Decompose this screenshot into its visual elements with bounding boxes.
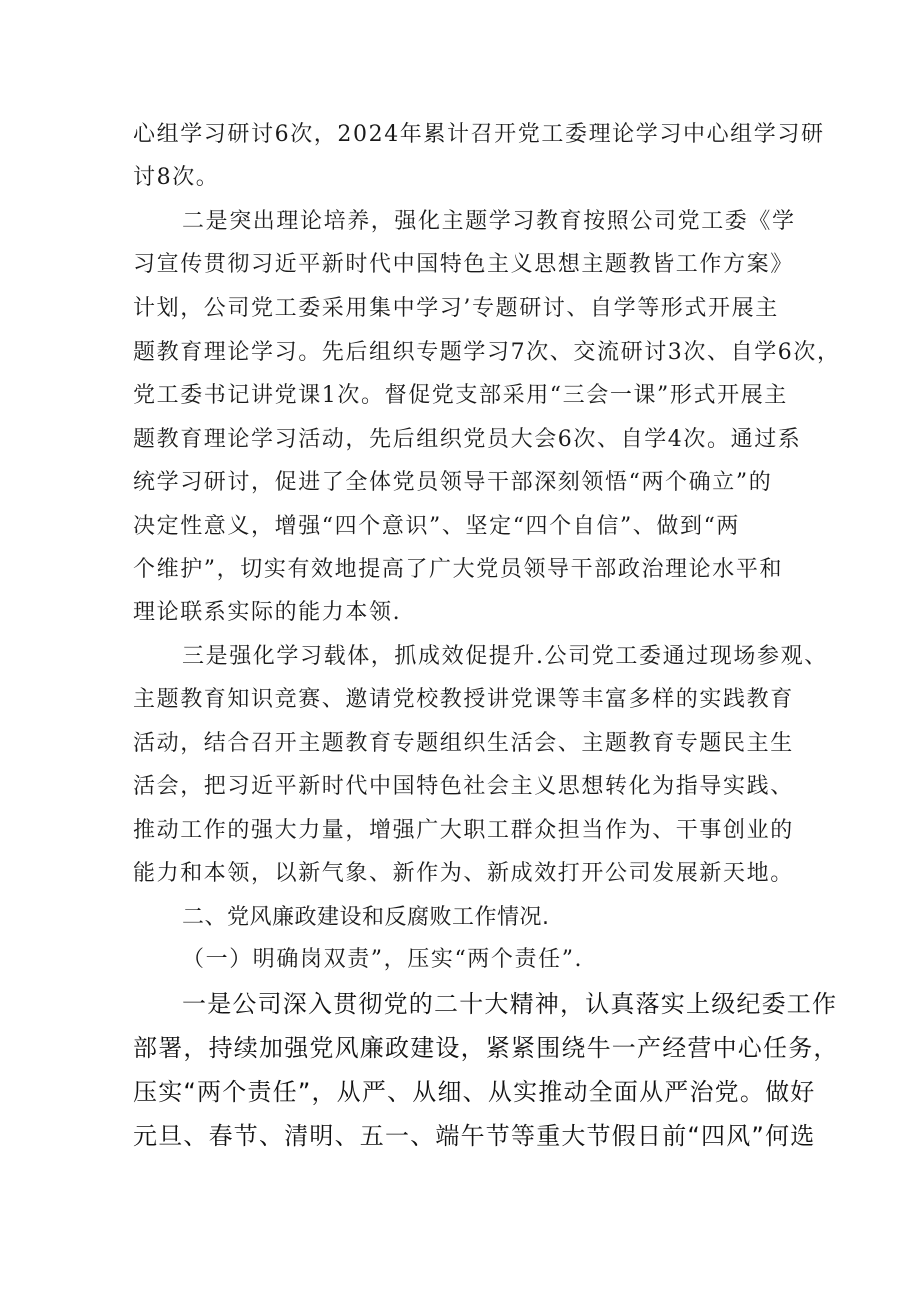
para2-line-2: 习宣传贯彻习近平新时代中国特色主义思想主题教皆工作方案》 [133, 252, 794, 277]
para3-line-4: 活会，把习近平新时代中国特色社会主义思想转化为指导实践、 [133, 774, 794, 799]
para2-line-6: 题教育理论学习活动，先后组织党员大会6次、自学4次。通过系 [133, 427, 802, 452]
subheading: （一）明确岗双责”，压实“两个责任”. [182, 947, 584, 972]
para4-line-2: 部署，持续加强党风廉政建设，紧紧围绕牛一产经营中心任务， [133, 1034, 839, 1062]
para4-line-4: 元旦、春节、清明、五一、端午节等重大节假日前“四风”何选 [133, 1122, 816, 1150]
section-heading: 二、党风廉政建设和反腐败工作情况. [182, 905, 550, 930]
para2-line-5: 党工委书记讲党课1次。督促党支部采用“三会一课”形式开展主 [133, 383, 788, 408]
para2-line-8: 决定性意义，增强“四个意识”、坚定“四个自信”、做到“两 [133, 514, 741, 539]
para3-line-2: 主题教育知识竞赛、邀请党校教授讲党课等丰富多样的实践教育 [133, 687, 794, 712]
para2-line-4: 题教育理论学习。先后组织专题学习7次、交流研讨3次、自学6次， [133, 340, 841, 365]
para2-line-9: 个维护”，切实有效地提高了广大党员领导干部政治理论水平和 [133, 557, 784, 582]
para2-line-7: 统学习研讨，促进了全体党员领导干部深刻领悟“两个确立”的 [133, 470, 773, 495]
para4-line-3: 压实“两个责任”，从严、从细、从实推动全面从严治党。做好 [133, 1078, 816, 1106]
para3-line-6: 能力和本领，以新气象、新作为、新成效打开公司发展新天地。 [133, 861, 794, 886]
para1-line-1: 心组学习研讨6次，2024年累计召开党工委理论学习中心组学习研 [133, 122, 825, 147]
para2-line-3: 计划，公司党工委采用集中学习’专题研讨、自学等形式开展主 [133, 296, 779, 321]
para2-line-10: 理论联系实际的能力本领. [133, 600, 402, 625]
para4-line-1: 一是公司深入贯彻党的二十大精神，认真落实上级纪委工作 [182, 990, 838, 1018]
para2-line-1: 二是突出理论培养，强化主题学习教育按照公司党工委《学 [182, 209, 796, 234]
para1-line-2: 讨8次。 [133, 165, 220, 190]
para3-line-5: 推动工作的强大力量，增强广大职工群众担当作为、干事创业的 [133, 818, 794, 843]
para3-line-3: 活动，结合召开主题教育专题组织生活会、主题教育专题民主生 [133, 731, 794, 756]
para3-line-1: 三是强化学习载体，抓成效促提升.公司党工委通过现场参观、 [182, 644, 828, 669]
